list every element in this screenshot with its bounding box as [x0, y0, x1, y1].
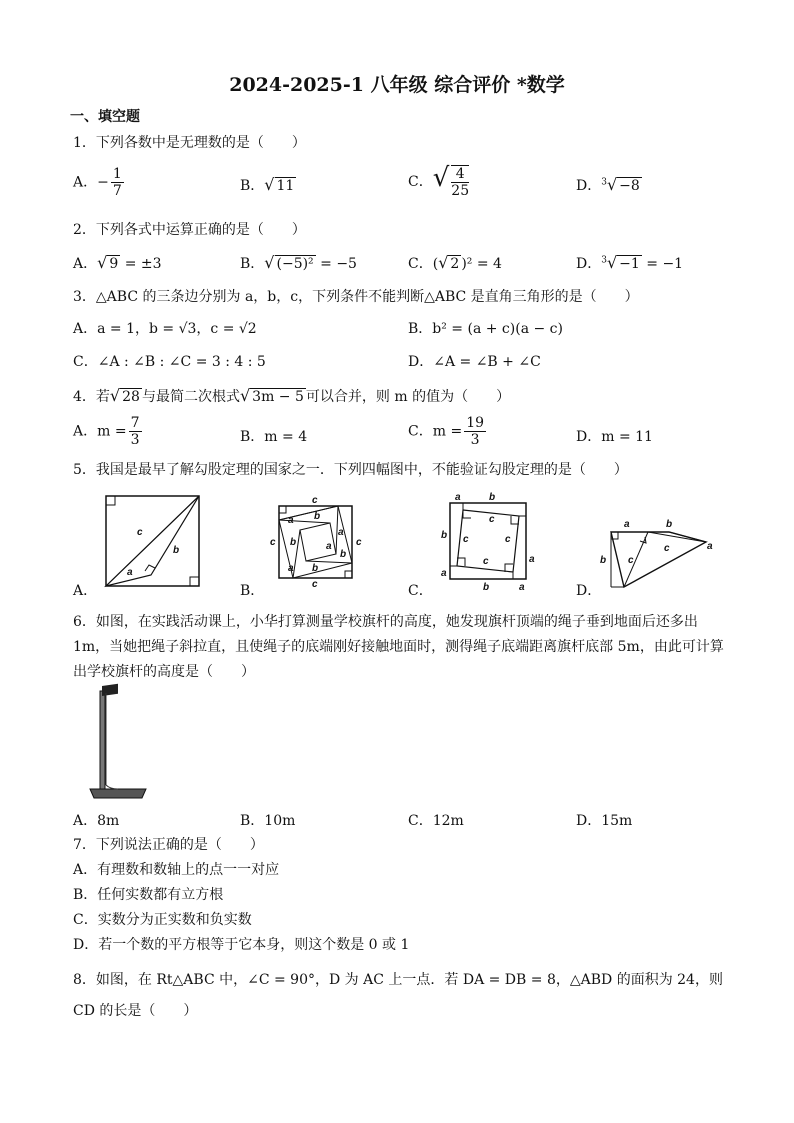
- question-6-option-b: B．10m: [240, 813, 296, 829]
- fraction: $\frac{4}{25}$: [451, 166, 470, 199]
- question-6-option-c: C．12m: [408, 813, 464, 829]
- question-6-line-3: 出学校旗杆的高度是（ ）: [73, 664, 255, 680]
- question-3-option-b: B．b² = (a + c)(a − c): [408, 321, 563, 337]
- question-1-option-c: C．√ $\frac{4}{25}$: [408, 163, 470, 199]
- question-7-stem: 7．下列说法正确的是（ ）: [73, 837, 264, 853]
- question-2-option-a: A．√ 9 = ±3: [73, 253, 162, 272]
- svg-text:a: a: [338, 527, 344, 538]
- side-label-a: a: [127, 567, 133, 578]
- question-5-figure-c: [441, 492, 535, 593]
- svg-text:c: c: [664, 543, 670, 554]
- question-6-option-d: D．15m: [576, 813, 633, 829]
- question-5-option-a: A．: [73, 583, 98, 599]
- svg-text:c: c: [312, 495, 318, 506]
- question-8-line-2: CD 的长是（ ）: [73, 1003, 198, 1019]
- svg-text:a: a: [441, 568, 447, 579]
- question-2-option-b: B．√ (−5)² = −5: [240, 253, 357, 272]
- svg-text:b: b: [314, 511, 321, 522]
- question-1-option-a: [73, 166, 126, 199]
- svg-text:a: a: [288, 515, 294, 526]
- question-5-figure-b: [270, 495, 362, 590]
- question-4-option-d: D．m = 11: [576, 429, 653, 445]
- svg-text:a: a: [529, 554, 535, 565]
- svg-text:c: c: [356, 537, 362, 548]
- svg-text:c: c: [483, 556, 489, 567]
- section-heading: 一、填空题: [70, 109, 140, 125]
- svg-text:a: a: [707, 541, 713, 552]
- question-3-stem: 3．△ABC 的三条边分别为 a，b，c，下列条件不能判断△ABC 是直角三角形的是（ ）: [73, 289, 639, 305]
- question-3-option-c: C．∠A : ∠B : ∠C = 3 : 4 : 5: [73, 354, 266, 370]
- question-1-stem: 1．下列各数中是无理数的是（ ）: [73, 135, 306, 151]
- svg-text:b: b: [600, 555, 607, 566]
- option-label: A．: [73, 174, 98, 191]
- question-7-option-d: D．若一个数的平方根等于它本身，则这个数是 0 或 1: [73, 937, 410, 953]
- question-1-option-d: D．$^3$√ −8: [576, 175, 640, 194]
- question-4-option-c: C．m = $\frac{19}{3}$: [408, 415, 485, 448]
- svg-text:a: a: [624, 519, 630, 530]
- question-5-option-d: D．: [576, 583, 602, 599]
- side-label-b: b: [173, 545, 180, 556]
- question-3-option-a: A．a = 1，b = √3，c = √2: [73, 321, 257, 337]
- svg-text:a: a: [519, 582, 525, 593]
- question-2-option-d: D．$^3$√ −1 = −1: [576, 253, 684, 272]
- option-label: C．: [408, 174, 433, 190]
- svg-text:b: b: [489, 492, 496, 503]
- option-label: D．: [576, 178, 602, 194]
- svg-text:b: b: [441, 530, 448, 541]
- svg-text:c: c: [463, 534, 469, 545]
- svg-text:b: b: [483, 582, 490, 593]
- question-5-figure-d: [600, 519, 713, 589]
- svg-text:c: c: [312, 579, 318, 590]
- fraction: $\frac{1}{7}$: [112, 166, 122, 199]
- question-5-figure-a: [105, 495, 200, 587]
- side-label-c: c: [137, 527, 143, 538]
- question-8-line-1: 8．如图，在 Rt△ABC 中，∠C = 90°，D 为 AC 上一点．若 DA = DB = 8，△ABD 的面积为 24，则: [73, 972, 723, 988]
- question-7-option-b: B．任何实数都有立方根: [73, 887, 224, 903]
- svg-text:a: a: [326, 541, 332, 552]
- svg-text:c: c: [628, 555, 634, 566]
- question-6-line-1: 6．如图，在实践活动课上，小华打算测量学校旗杆的高度，她发现旗杆顶端的绳子垂到地面后还多出: [73, 614, 698, 630]
- question-7-option-c: C．实数分为正实数和负实数: [73, 912, 252, 928]
- svg-text:a: a: [288, 563, 294, 574]
- svg-text:c: c: [270, 537, 276, 548]
- svg-text:b: b: [312, 563, 319, 574]
- svg-text:c: c: [489, 514, 495, 525]
- question-2-option-c: C．(√ 2 )² = 4: [408, 253, 502, 272]
- root-index: 3: [601, 177, 607, 188]
- question-5-option-b: B．: [240, 583, 265, 599]
- flagpole-figure: [88, 685, 148, 800]
- radicand: 11: [276, 178, 295, 194]
- question-4-stem: 4．若√ 28 与最简二次根式√ 3m − 5 可以合并，则 m 的值为（ ）: [73, 386, 511, 405]
- svg-text:a: a: [455, 492, 461, 503]
- question-7-option-a: A．有理数和数轴上的点一一对应: [73, 862, 280, 878]
- question-2-stem: 2．下列各式中运算正确的是（ ）: [73, 222, 306, 238]
- question-4-option-a: A．m = $\frac{7}{3}$: [73, 415, 140, 448]
- option-label: B．: [240, 178, 265, 194]
- question-6-line-2: 1m，当她把绳子斜拉直，且使绳子的底端刚好接触地面时，测得绳子底端距离旗杆底部 5m，由此可计算: [73, 639, 724, 655]
- page-title: 2024-2025-1 八年级 综合评价 *数学: [229, 74, 565, 96]
- question-5-option-c: C．: [408, 583, 433, 599]
- question-1-option-b: B．√ 11: [240, 175, 295, 194]
- question-4-option-b: B．m = 4: [240, 429, 308, 445]
- question-6-option-a: A．8m: [73, 813, 120, 829]
- svg-text:c: c: [505, 534, 511, 545]
- minus-sign: −: [97, 174, 109, 191]
- svg-text:b: b: [290, 537, 297, 548]
- svg-text:b: b: [340, 549, 347, 560]
- question-3-option-d: D．∠A = ∠B + ∠C: [408, 354, 541, 370]
- question-5-stem: 5．我国是最早了解勾股定理的国家之一．下列四幅图中，不能验证勾股定理的是（ ）: [73, 462, 628, 478]
- radicand: −8: [619, 178, 640, 194]
- svg-text:b: b: [666, 519, 673, 530]
